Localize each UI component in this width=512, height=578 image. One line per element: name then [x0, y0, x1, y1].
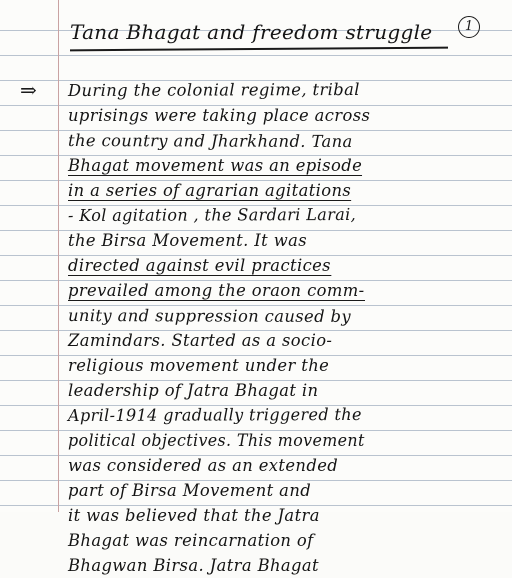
- text-line: [68, 178, 504, 203]
- underlined-text: in a series of agrarian agitations: [68, 181, 352, 200]
- text-line: [68, 278, 504, 303]
- text-line: the country and Jharkhand. Tana: [67, 131, 353, 152]
- text-line: [68, 153, 504, 178]
- text-line: leadership of Jatra Bhagat in: [68, 381, 319, 400]
- underlined-text: directed against evil practices: [68, 256, 331, 275]
- text-line: the Birsa Movement. It was: [68, 231, 307, 250]
- title-row: [0, 14, 512, 50]
- text-line: religious movement under the: [68, 356, 330, 375]
- text-line: April-1914 gradually triggered the: [67, 404, 362, 425]
- text-line: it was believed that the Jatra: [68, 506, 320, 525]
- text-line: - Kol agitation , the Sardari Larai,: [67, 204, 357, 225]
- text-line: uprisings were taking place across: [68, 106, 371, 125]
- text-line: Zamindars. Started as a socio-: [68, 331, 333, 350]
- text-line: political objectives. This movement: [68, 431, 365, 450]
- text-line: part of Birsa Movement and: [68, 481, 312, 500]
- handwritten-paragraph: [68, 78, 508, 578]
- text-line: During the colonial regime, tribal: [67, 79, 360, 100]
- title-underline: [70, 47, 448, 52]
- margin-line: [58, 0, 59, 512]
- underlined-text: prevailed among the oraon comm-: [68, 281, 365, 300]
- text-line: [68, 253, 504, 278]
- text-line: Bhagat was reincarnation of: [68, 531, 314, 550]
- text-line: unity and suppression caused by: [67, 306, 352, 326]
- underlined-text: Bhagat movement was an episode: [68, 156, 363, 175]
- double-arrow-icon: ⇒: [20, 78, 37, 102]
- page-title: Tana Bhagat and freedom struggle: [70, 20, 433, 44]
- text-line: Bhagwan Birsa. Jatra Bhagat: [68, 556, 320, 575]
- page-number-circle: 1: [458, 16, 480, 38]
- text-line: was considered as an extended: [68, 456, 339, 475]
